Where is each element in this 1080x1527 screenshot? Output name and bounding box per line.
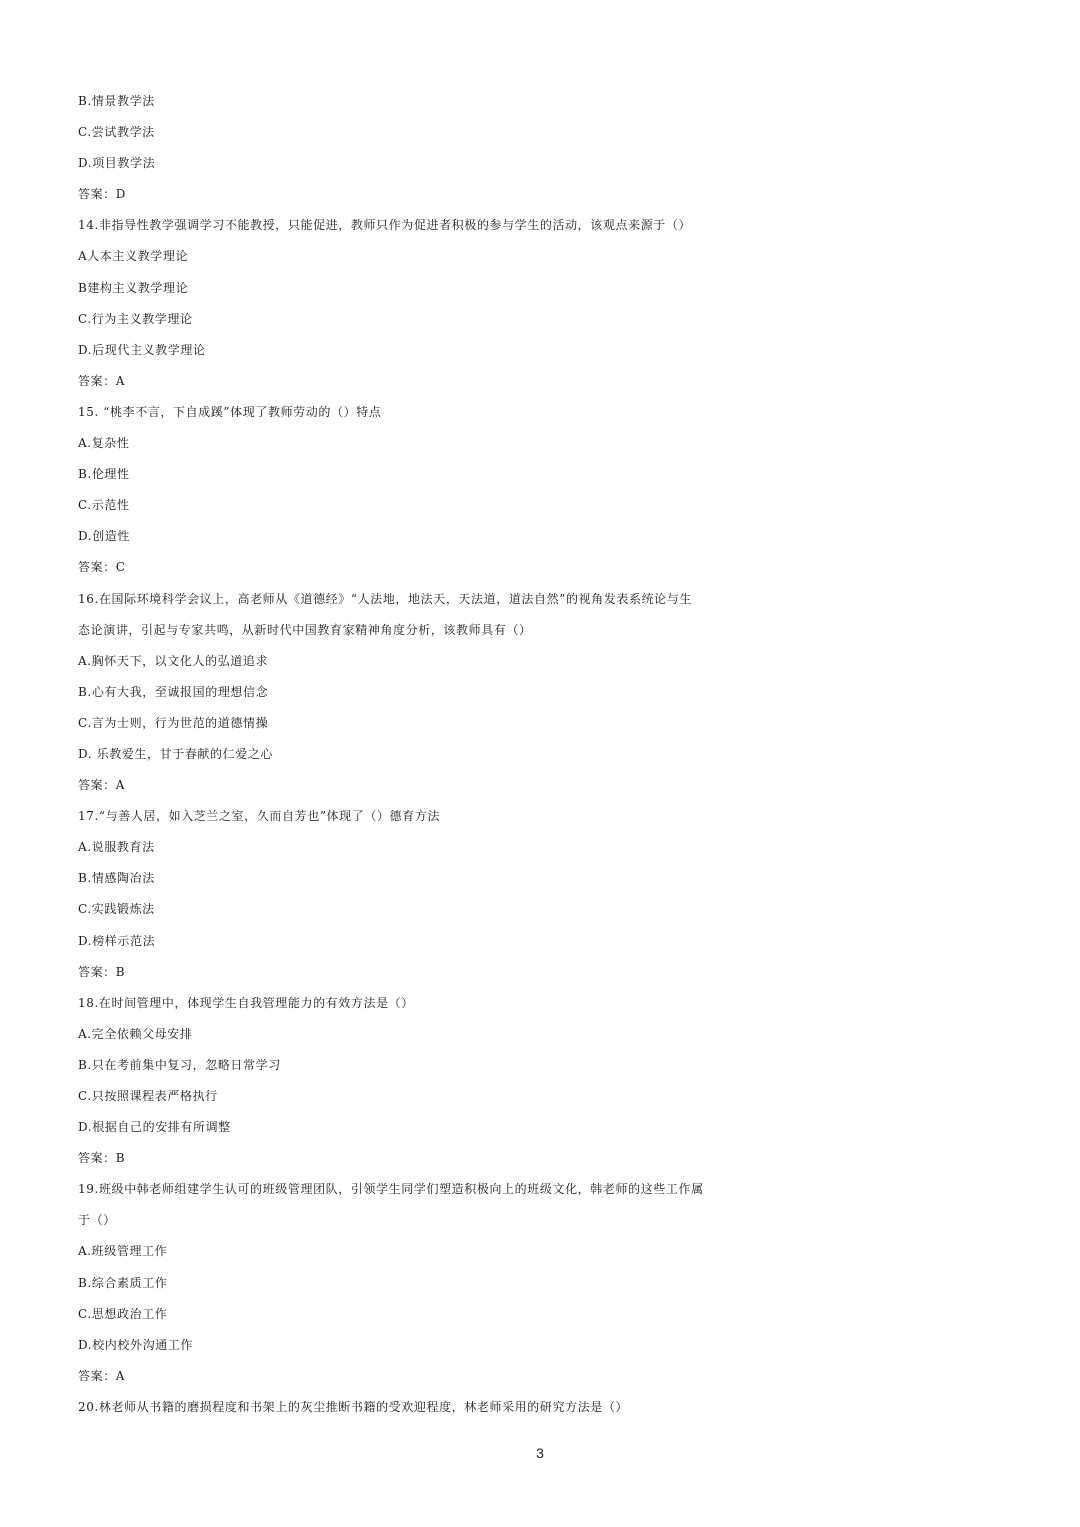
question-line: 14.非指导性教学强调学习不能教授，只能促进，教师只作为促进者积极的参与学生的活动，该观点来源于（） — [78, 218, 692, 233]
text-line: C.言为士则，行为世范的道德情操 — [78, 715, 269, 730]
text-line: C.思想政治工作 — [78, 1306, 168, 1321]
answer-line: 答案：A — [78, 373, 126, 388]
question-line: 16.在国际环境科学会议上，高老师从《道德经》“人法地，地法天，天法道，道法自然”的视角发表系统论与生 — [78, 591, 692, 606]
question-line: 17.“与善人居，如入芝兰之室，久而自芳也”体现了（）德育方法 — [78, 809, 440, 824]
text-line: A.完全依赖父母安排 — [78, 1026, 193, 1041]
answer-line: 答案：B — [78, 964, 126, 979]
text-line: A人本主义教学理论 — [78, 249, 189, 264]
text-line: A.班级管理工作 — [78, 1244, 168, 1259]
text-line: B建构主义教学理论 — [78, 280, 189, 295]
question-line: 20.林老师从书籍的磨损程度和书架上的灰尘推断书籍的受欢迎程度，林老师采用的研究方法是（） — [78, 1399, 629, 1414]
answer-line: 答案：A — [78, 778, 126, 793]
answer-line: 答案：B — [78, 1151, 126, 1166]
text-line: B.情感陶冶法 — [78, 871, 155, 886]
text-line: D. 乐教爱生，甘于春献的仁爱之心 — [78, 746, 274, 761]
text-line: A.说服教育法 — [78, 840, 155, 855]
text-line: A.胸怀天下，以文化人的弘道追求 — [78, 653, 269, 668]
question-line: 于（） — [78, 1213, 116, 1228]
text-line: C.尝试教学法 — [78, 125, 155, 140]
text-line: C.只按照课程表严格执行 — [78, 1089, 218, 1103]
answer-line: 答案：D — [78, 187, 127, 202]
text-line: D.榜样示范法 — [78, 933, 156, 948]
text-line: C.示范性 — [78, 498, 130, 513]
text-line: C.实践锻炼法 — [78, 902, 155, 917]
question-line: 18.在时间管理中，体现学生自我管理能力的有效方法是（） — [78, 995, 414, 1010]
page-number: 3 — [536, 1445, 544, 1461]
text-line: D.根据自己的安排有所调整 — [78, 1120, 231, 1135]
text-line: B.综合素质工作 — [78, 1275, 168, 1290]
text-line: B.伦理性 — [78, 467, 130, 482]
text-line: D.创造性 — [78, 529, 131, 544]
text-line: B.心有大我，至诚报国的理想信念 — [78, 684, 269, 699]
question-line: 19.班级中韩老师组建学生认可的班级管理团队，引领学生同学们塑造积极向上的班级文化，韩老师的这些工作属 — [78, 1182, 704, 1197]
text-line: B.只在考前集中复习，忽略日常学习 — [78, 1057, 281, 1072]
text-line: A.复杂性 — [78, 436, 130, 451]
answer-line: 答案：A — [78, 1368, 126, 1383]
answer-line: 答案：C — [78, 560, 126, 575]
question-line: 态论演讲，引起与专家共鸣，从新时代中国教育家精神角度分析，该教师具有（） — [78, 622, 532, 637]
text-line: D.项目教学法 — [78, 156, 156, 171]
text-line: B.情景教学法 — [78, 94, 155, 108]
text-line: C.行为主义教学理论 — [78, 311, 193, 326]
text-line: D.校内校外沟通工作 — [78, 1337, 194, 1352]
question-line: 15. “桃李不言，下自成蹊”体现了教师劳动的（）特点 — [78, 404, 382, 419]
text-line: D.后现代主义教学理论 — [78, 342, 206, 357]
document-page — [78, 86, 1038, 1423]
